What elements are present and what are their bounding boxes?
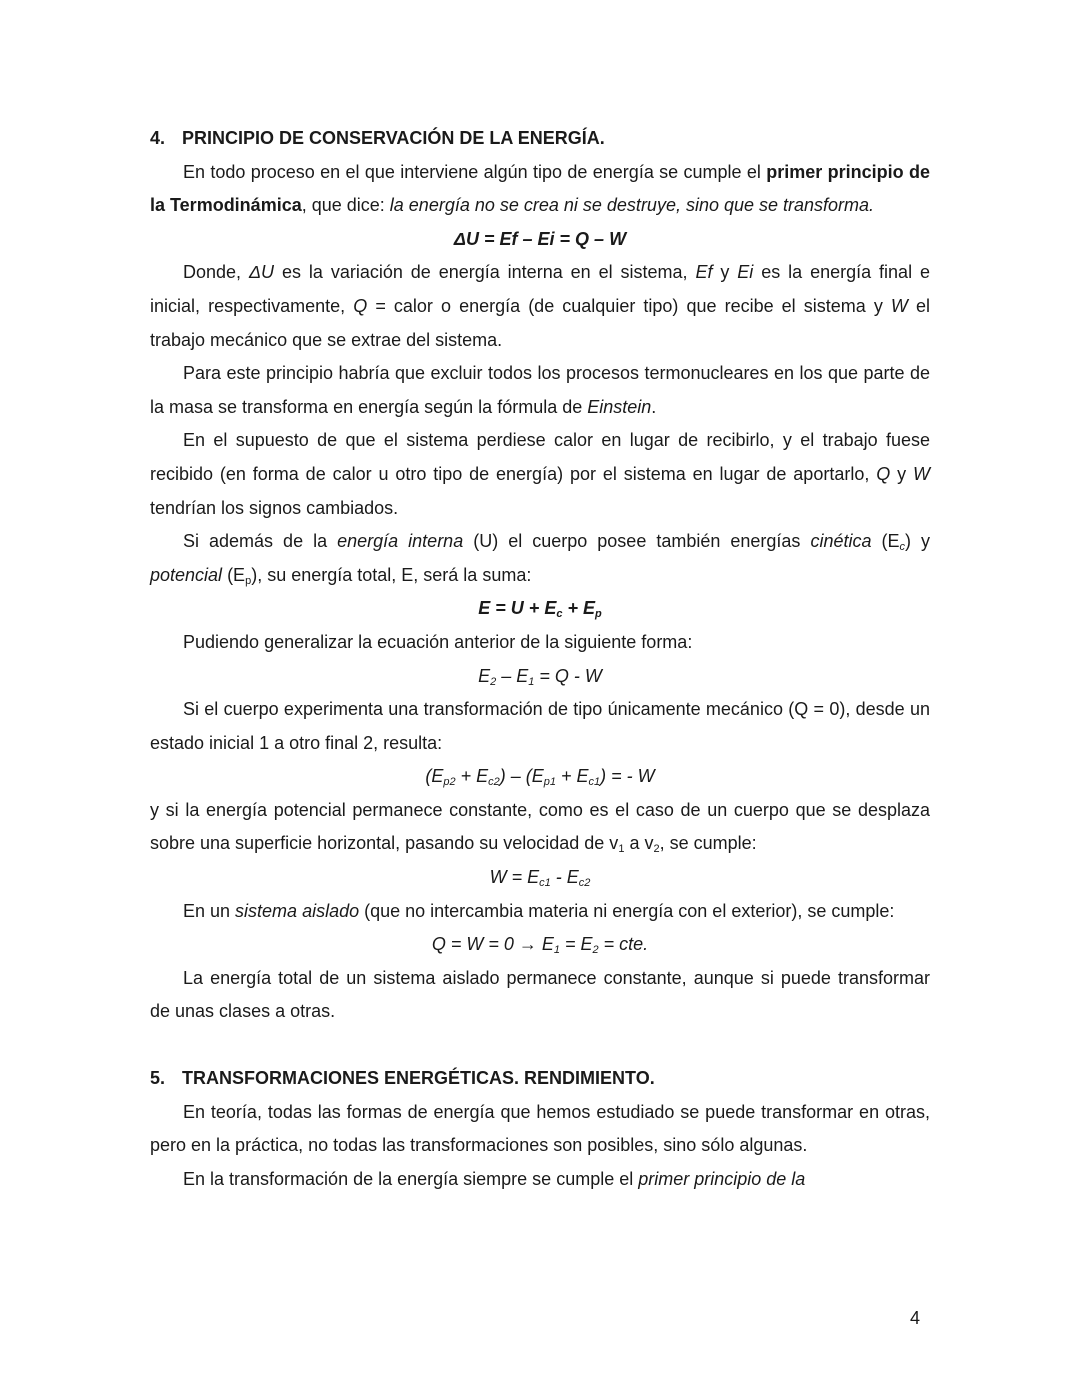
paragraph-isolated-system: En un sistema aislado (que no intercambia materia ni energía con el exterior), se cumple: <box>183 900 895 921</box>
paragraph-conservation-summary: La energía total de un sistema aislado permanece constante, aunque si puede transformar de unas clases a otras. <box>150 967 930 1022</box>
document-page <box>150 122 930 1196</box>
equation-isolated: $Q = W = 0 \to E_1 = E_2$ = cte. <box>431 934 649 957</box>
paragraph-mechanical: Si el cuerpo experimenta una transformación de tipo únicamente mecánico (Q = 0), desde un estado inicial 1 a otro final 2, resulta: <box>150 699 930 753</box>
section-heading-5: 5. TRANSFORMACIONES ENERGÉTICAS. RENDIMIENTO. <box>150 1068 655 1089</box>
equation-internal-energy: ΔU = Ef – Ei = Q – W <box>453 228 627 249</box>
equation-energy-difference: $E_2 - E_1 = Q - W$ <box>478 665 602 688</box>
paragraph-first-principle: En todo proceso en el que interviene algún tipo de energía se cumple el primer principio de la Termodinámica, que dice: la energía no se crea ni se destruye, sino que se transforma. <box>150 161 931 216</box>
paragraph-sign-convention: En el supuesto de que el sistema perdiese calor en lugar de recibirlo, y el trabajo fuese recibido (en forma de calor u otro tipo de energía) por el sistema en lugar de aportarlo, Q y W tendrían los signos cambiados. <box>150 430 930 518</box>
paragraph-transformations: En teoría, todas las formas de energía que hemos estudiado se puede transformar en otras, pero en la práctica, no todas las transformaciones son posibles, sino sólo algunas. <box>150 1101 930 1156</box>
page-number: 4 <box>910 1308 921 1328</box>
equation-total-energy: $E = U + E_c + E_p$ <box>478 598 602 621</box>
equation-mechanical: $(E_{p2} + E_{c2}) - (E_{p1} + E_{c1})$ = - W <box>425 766 655 789</box>
equation-work-kinetic: $W = E_{c1} - E_{c2}$ <box>489 867 591 890</box>
paragraph-where: Donde, ΔU es la variación de energía interna en el sistema, Ef y Ei es la energía final e inicial, respectivamente, Q = calor o energía (de cualquier tipo) que recibe el sistema y W el trabajo mecánico que se extrae del sistema. <box>150 262 931 350</box>
paragraph-exclusion: Para este principio habría que excluir todos los procesos termonucleares en los que parte de la masa se transforma en energía según la fórmula de Einstein. <box>150 363 930 417</box>
paragraph-generalize: Pudiendo generalizar la ecuación anterior de la siguiente forma: <box>183 631 693 652</box>
paragraph-transformation-principle: En la transformación de la energía siempre se cumple el primer principio de la <box>183 1168 806 1189</box>
paragraph-constant-potential: y si la energía potencial permanece constante, como es el caso de un cuerpo que se desplaza sobre una superficie horizontal, pasando su velocidad de $v_1$ a $v_2$, se cumple: <box>150 799 930 856</box>
section-gap <box>150 1029 930 1062</box>
section-heading-4: 4. PRINCIPIO DE CONSERVACIÓN DE LA ENERGÍA. <box>150 128 605 148</box>
paragraph-total-energy: Si además de la energía interna (U) el cuerpo posee también energías cinética $(E_c)$ y potencial $(E_p)$, su energía total, E, será la suma: <box>150 531 931 587</box>
